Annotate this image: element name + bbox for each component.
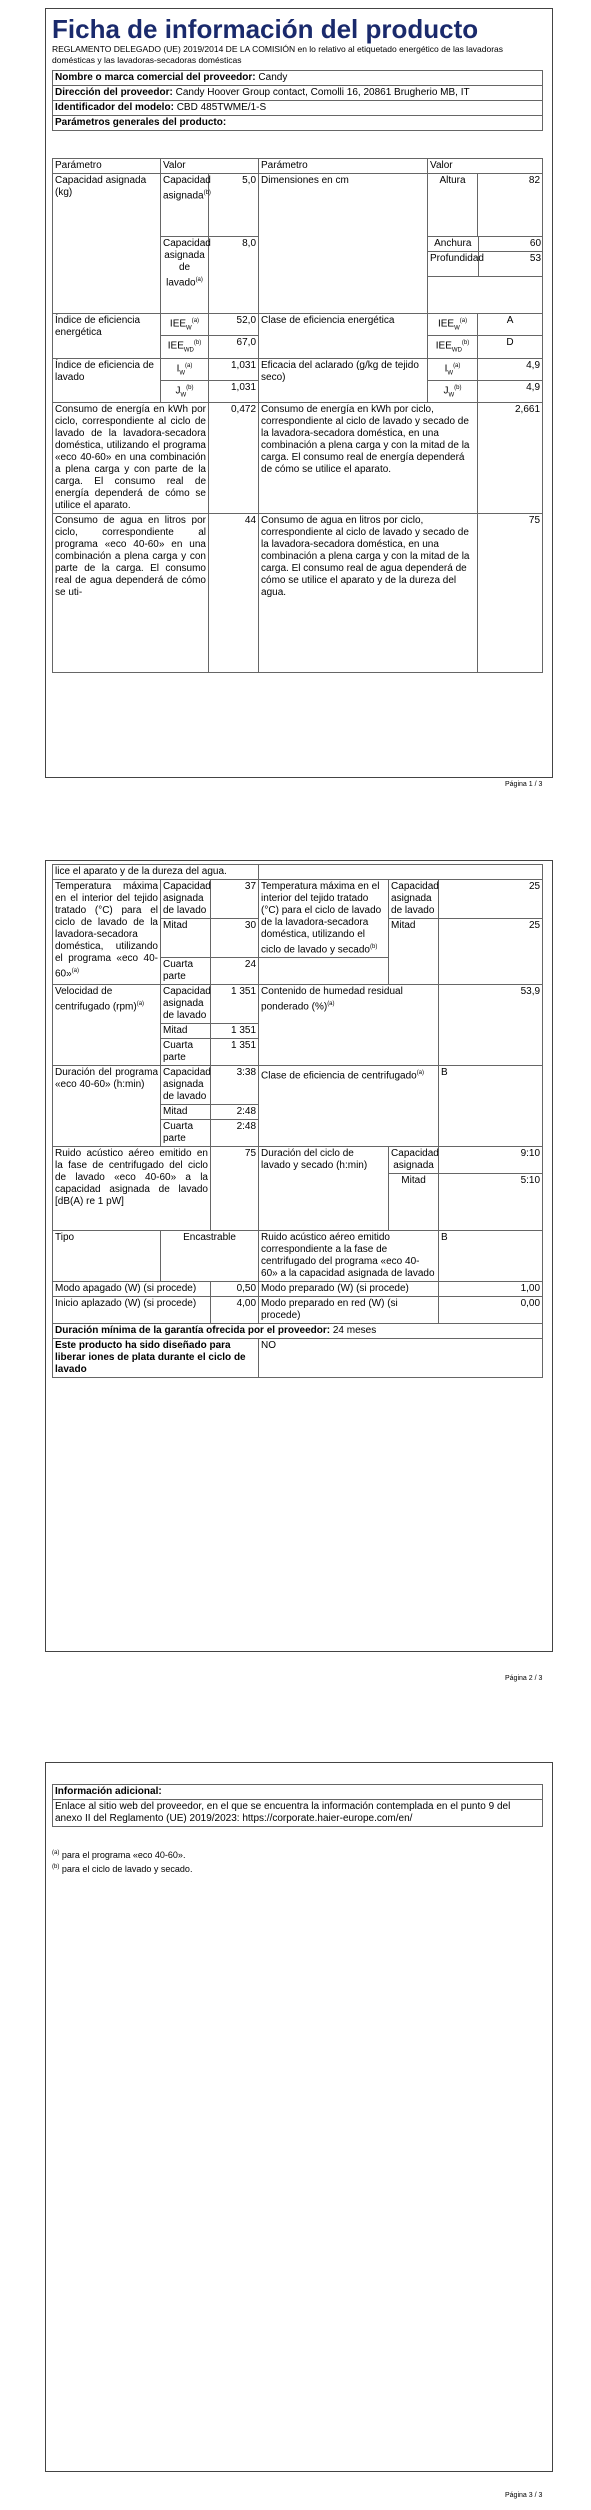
- class-w-label: $IEE_W^{(a)}$: [428, 314, 478, 336]
- wd-duration-half-label: Mitad: [389, 1174, 439, 1231]
- rinse-label: Eficacia del aclarado (g/kg de tejido seco): [259, 358, 428, 403]
- noise-value: 75: [211, 1147, 259, 1231]
- eei-w-value: 52,0: [209, 314, 259, 336]
- wd-duration-label: Duración del ciclo de lavado y secado (h:min): [259, 1147, 389, 1231]
- network-standby-label: Modo preparado en red (W) (si procede): [259, 1297, 439, 1324]
- class-w-value: A: [478, 314, 543, 336]
- temp-quarter-label: Cuarta parte: [161, 958, 211, 985]
- temp-half-label: Mitad: [161, 919, 211, 958]
- temp-w-label: Temperatura máxima en el interior del tejido tratado (°C) para el ciclo de lavado de la lavadora-secadora doméstica, utilizando el programa «eco 40-60»$^{(a)}$: [53, 880, 161, 985]
- type-value: Encastrable: [161, 1231, 259, 1282]
- delay-start-label: Inicio aplazado (W) (si procede): [53, 1297, 211, 1324]
- height-label: Altura: [428, 174, 478, 237]
- params-table-1: [52, 158, 543, 673]
- page-number-3: Página 3 / 3: [505, 2492, 543, 2499]
- rinse-iw-value: 4,9: [478, 358, 543, 380]
- spin-class-value: B: [439, 1066, 543, 1147]
- class-wd-label: $IEE_{WD}^{(b)}$: [428, 336, 478, 358]
- water-w-label: Consumo de agua en litros por ciclo, correspondiente al programa «eco 40-60» en una combinación a plena carga y con parte de la carga. El consumo real de agua dependerá de cómo se uti-: [53, 514, 209, 673]
- duration-label: Duración del programa «eco 40-60» (h:min): [53, 1066, 161, 1147]
- water-wd-value: 75: [478, 514, 543, 673]
- params-table-2: [52, 864, 543, 1378]
- address-row: Dirección del proveedor: Candy Hoover Group contact, Comolli 16, 20861 Brugherio MB, IT: [53, 86, 543, 101]
- rinse-jw-label: $J_W^{(b)}$: [428, 380, 478, 402]
- energy-wd-label: Consumo de energía en kWh por ciclo, correspondiente al ciclo de lavado y secado de la lavadora-secadora doméstica, en una combinación a plena carga y con la mitad de la carga. El consumo real de energía dependerá de cómo se utilice el aparato.: [259, 403, 478, 514]
- capacity-wash-value: 8,0: [209, 237, 259, 314]
- class-wd-value: D: [478, 336, 543, 358]
- energy-class-label: Clase de eficiencia energética: [259, 314, 428, 359]
- rinse-iw-label: $I_W^{(a)}$: [428, 358, 478, 380]
- temp-half-value: 30: [211, 919, 259, 958]
- spin-quarter-value: 1 351: [211, 1039, 259, 1066]
- type-label: Tipo: [53, 1231, 161, 1282]
- temp-wd-rated-capacity: Capacidad asignada de lavado: [389, 880, 439, 919]
- energy-wd-value: 2,661: [478, 403, 543, 514]
- temp-wd-half-label: Mitad: [389, 919, 439, 985]
- silver-ions-label: Este producto ha sido diseñado para liberar iones de plata durante el ciclo de lavado: [53, 1339, 259, 1378]
- width-label: Anchura: [428, 237, 478, 252]
- spin-quarter-label: Cuarta parte: [161, 1039, 211, 1066]
- moisture-label: Contenido de humedad residual ponderado (%)$^{(a)}$: [259, 985, 439, 1066]
- page-title: Ficha de información del producto: [52, 14, 479, 44]
- water-wd-label: Consumo de agua en litros por ciclo, correspondiente al ciclo de lavado y secado de la lavadora-secadora doméstica, en una combinación a plena carga y con la mitad de la carga. El consumo real de agua dependerá de cómo se utilice el aparato y de la dureza del agua.: [259, 514, 478, 673]
- capacity-washdry-value: 5,0: [209, 174, 259, 237]
- capacity-label: Capacidad asignada (kg): [53, 174, 161, 314]
- temp-cap-value: 37: [211, 880, 259, 919]
- energy-w-value: 0,472: [209, 403, 259, 514]
- page-number-2: Página 2 / 3: [505, 1675, 543, 1682]
- footnote-a: $^{(a)}$ para el programa «eco 40-60».: [52, 1850, 186, 1860]
- depth-label: Profundidad: [428, 252, 478, 277]
- iw-label: $I_W^{(a)}$: [161, 358, 209, 380]
- duration-quarter-value: 2:48: [211, 1120, 259, 1147]
- standby-label: Modo preparado (W) (si procede): [259, 1282, 439, 1297]
- energy-w-label: Consumo de energía en kWh por ciclo, correspondiente al ciclo de lavado de la lavadora-secadora doméstica, utilizando el programa «eco 40-60» en una combinación a plena carga y con parte de la carga. El consumo real de energía dependerá de cómo se utilice el aparato.: [53, 403, 209, 514]
- duration-rated-capacity: Capacidad asignada de lavado: [161, 1066, 211, 1105]
- wd-duration-rated-capacity: Capacidad asignada: [389, 1147, 439, 1174]
- spin-label: Velocidad de centrifugado (rpm)$^{(a)}$: [53, 985, 161, 1066]
- width-depth-table: [428, 237, 543, 277]
- temp-wd-label: Temperatura máxima en el interior del tejido tratado (°C) para el ciclo de lavado de la lavadora-secadora doméstica, utilizando el ciclo de lavado y secado$^{(b)}$: [259, 880, 389, 958]
- duration-half-label: Mitad: [161, 1105, 211, 1120]
- spin-half-value: 1 351: [211, 1024, 259, 1039]
- wd-duration-cap-value: 9:10: [439, 1147, 543, 1174]
- spin-half-label: Mitad: [161, 1024, 211, 1039]
- network-standby-value: 0,00: [439, 1297, 543, 1324]
- wd-duration-half-value: 5:10: [439, 1174, 543, 1231]
- duration-quarter-label: Cuarta parte: [161, 1120, 211, 1147]
- duration-half-value: 2:48: [211, 1105, 259, 1120]
- page-number-1: Página 1 / 3: [505, 781, 543, 788]
- off-mode-label: Modo apagado (W) (si procede): [53, 1282, 211, 1297]
- width-depth-cell: [428, 237, 543, 314]
- general-params-heading: Parámetros generales del producto:: [53, 116, 543, 131]
- jw-label: $J_W^{(b)}$: [161, 380, 209, 402]
- temp-spacer: [259, 958, 389, 985]
- water-w-label-continued: lice el aparato y de la dureza del agua.: [53, 865, 259, 880]
- spin-class-label: Clase de eficiencia de centrifugado$^{(a)}$: [259, 1066, 439, 1147]
- dimensions-label: Dimensiones en cm: [259, 174, 428, 314]
- spin-rated-capacity: Capacidad asignada de lavado: [161, 985, 211, 1024]
- depth-value: 53: [478, 252, 543, 277]
- eei-label: Índice de eficiencia energética: [53, 314, 161, 359]
- delay-start-value: 4,00: [211, 1297, 259, 1324]
- guarantee-row: Duración mínima de la garantía ofrecida por el proveedor: 24 meses: [53, 1324, 543, 1339]
- col-value-header-2: Valor: [428, 159, 543, 174]
- temp-wd-half-value: 25: [439, 919, 543, 985]
- eei-wd-value: 67,0: [209, 336, 259, 358]
- page-1: [0, 0, 591, 800]
- model-row: Identificador del modelo: CBD 485TWME/1-S: [53, 101, 543, 116]
- blank-continuation: [259, 865, 543, 880]
- water-w-value: 44: [209, 514, 259, 673]
- eei-wd-label: $IEE_{WD}^{(b)}$: [161, 336, 209, 358]
- additional-info-table: [52, 1784, 543, 1827]
- iw-value: 1,031: [209, 358, 259, 380]
- supplier-table: [52, 70, 543, 131]
- standby-value: 1,00: [439, 1282, 543, 1297]
- page-2: [0, 860, 591, 1710]
- rinse-jw-value: 4,9: [478, 380, 543, 402]
- off-mode-value: 0,50: [211, 1282, 259, 1297]
- supplier-row: Nombre o marca comercial del proveedor: Candy: [53, 71, 543, 86]
- jw-value: 1,031: [209, 380, 259, 402]
- page-3: [0, 1762, 591, 2510]
- rated-wash-capacity-sub: Capacidad asignada de lavado$^{(a)}$: [161, 237, 209, 314]
- width-value: 60: [478, 237, 543, 252]
- wash-index-label: Índice de eficiencia de lavado: [53, 358, 161, 403]
- noise-class-label: Ruido acústico aéreo emitido correspondiente a la fase de centrifugado del programa «eco 40-60» a la capacidad asignada de lavado: [259, 1231, 439, 1282]
- additional-info-heading: Información adicional:: [53, 1785, 543, 1800]
- noise-label: Ruido acústico aéreo emitido en la fase de centrifugado del ciclo de lavado «eco 40-60» a la capacidad asignada de lavado [dB(A) re 1 pW]: [53, 1147, 211, 1231]
- temp-wd-cap-value: 25: [439, 880, 543, 919]
- regulation-text: REGLAMENTO DELEGADO (UE) 2019/2014 DE LA COMISIÓN en lo relativo al etiquetado energético de las lavadoras domésticas y las lavadoras-secadoras domésticas: [52, 44, 504, 65]
- moisture-value: 53,9: [439, 985, 543, 1066]
- rated-capacity-sub: Capacidad asignada$^{(b)}$: [161, 174, 209, 237]
- silver-ions-value: NO: [259, 1339, 543, 1378]
- duration-cap-value: 3:38: [211, 1066, 259, 1105]
- spin-cap-value: 1 351: [211, 985, 259, 1024]
- noise-class-value: B: [439, 1231, 543, 1282]
- height-value: 82: [478, 174, 543, 237]
- footnote-b: $^{(b)}$ para el ciclo de lavado y secado.: [52, 1864, 193, 1874]
- additional-info-text: Enlace al sitio web del proveedor, en el que se encuentra la información contemplada en el punto 9 del anexo II del Reglamento (UE) 2019/2023: https://corporate.haier-europe.com/en/: [53, 1800, 543, 1827]
- col-param-header-2: Parámetro: [259, 159, 428, 174]
- eei-w-label: $IEE_W^{(a)}$: [161, 314, 209, 336]
- temp-rated-capacity: Capacidad asignada de lavado: [161, 880, 211, 919]
- col-param-header: Parámetro: [53, 159, 161, 174]
- temp-quarter-value: 24: [211, 958, 259, 985]
- col-value-header: Valor: [161, 159, 259, 174]
